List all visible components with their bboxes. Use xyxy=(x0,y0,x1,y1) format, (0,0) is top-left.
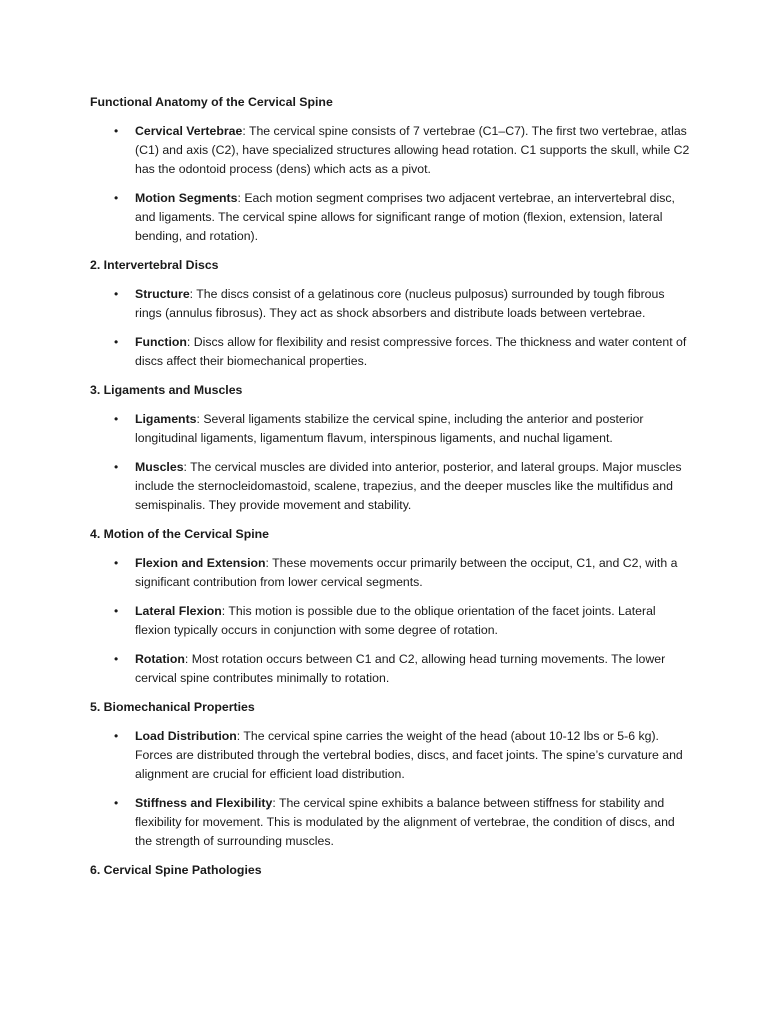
section-heading: Functional Anatomy of the Cervical Spine xyxy=(90,95,333,109)
item-text: : Each motion segment comprises two adjacent vertebrae, an intervertebral disc, and ligaments. The cervical spine allows for significant range of motion (flexion, extension, lateral bending, and rotation). xyxy=(135,191,675,243)
section-heading: 4. Motion of the Cervical Spine xyxy=(90,527,270,541)
item-term: Structure xyxy=(135,287,190,301)
list-item xyxy=(90,727,690,784)
item-term: Motion Segments xyxy=(135,191,238,205)
item-text: : The discs consist of a gelatinous core (nucleus pulposus) surrounded by tough fibrous rings (annulus fibrosus). They act as shock absorbers and distribute loads between vertebrae. xyxy=(135,287,665,320)
list-item xyxy=(90,554,690,592)
item-text: : The cervical spine consists of 7 vertebrae (C1–C7). The first two vertebrae, atlas (C1) and axis (C2), have specialized structures allowing head rotation. C1 supports the skull, while C2 has the odontoid process (dens) which acts as a pivot. xyxy=(135,124,690,176)
document-page xyxy=(90,93,690,880)
item-text: : Discs allow for flexibility and resist compressive forces. The thickness and water content of discs affect their biomechanical properties. xyxy=(135,335,687,368)
section-heading: 6. Cervical Spine Pathologies xyxy=(90,863,262,877)
bullet-list xyxy=(90,285,690,371)
section-heading: 5. Biomechanical Properties xyxy=(90,700,255,714)
list-item xyxy=(90,285,690,323)
item-term: Rotation xyxy=(135,652,185,666)
bullet-list xyxy=(90,727,690,851)
bullet-icon: • xyxy=(114,124,119,138)
bullet-icon: • xyxy=(114,652,119,666)
item-term: Cervical Vertebrae xyxy=(135,124,243,138)
bullet-list xyxy=(90,554,690,688)
list-item xyxy=(90,458,690,515)
list-item xyxy=(90,189,690,246)
bullet-icon: • xyxy=(114,556,119,570)
item-term: Ligaments xyxy=(135,412,197,426)
list-item xyxy=(90,794,690,851)
section-pathologies xyxy=(90,861,690,880)
item-term: Flexion and Extension xyxy=(135,556,266,570)
list-item xyxy=(90,333,690,371)
item-term: Muscles xyxy=(135,460,184,474)
bullet-icon: • xyxy=(114,460,119,474)
item-term: Lateral Flexion xyxy=(135,604,222,618)
section-heading: 2. Intervertebral Discs xyxy=(90,258,219,272)
bullet-icon: • xyxy=(114,287,119,301)
item-text: : Several ligaments stabilize the cervical spine, including the anterior and posterior longitudinal ligaments, ligamentum flavum, interspinous ligaments, and nuchal ligament. xyxy=(135,412,644,445)
bullet-list xyxy=(90,122,690,246)
item-term: Load Distribution xyxy=(135,729,237,743)
item-text: : The cervical muscles are divided into anterior, posterior, and lateral groups. Major muscles include the sternocleidomastoid, scalene, trapezius, and the deeper muscles like the multifidus and semispinalis. They provide movement and stability. xyxy=(135,460,682,512)
section-heading: 3. Ligaments and Muscles xyxy=(90,383,243,397)
list-item xyxy=(90,602,690,640)
item-text: : These movements occur primarily between the occiput, C1, and C2, with a significant contribution from lower cervical segments. xyxy=(135,556,678,589)
bullet-icon: • xyxy=(114,412,119,426)
bullet-list xyxy=(90,410,690,515)
item-text: : Most rotation occurs between C1 and C2, allowing head turning movements. The lower cervical spine contributes minimally to rotation. xyxy=(135,652,666,685)
list-item xyxy=(90,650,690,688)
section-motion xyxy=(90,525,690,688)
section-functional-anatomy xyxy=(90,93,690,246)
item-term: Stiffness and Flexibility xyxy=(135,796,273,810)
item-text: : The cervical spine exhibits a balance between stiffness for stability and flexibility for movement. This is modulated by the alignment of vertebrae, the condition of discs, and the strength of surrounding muscles. xyxy=(135,796,675,848)
bullet-icon: • xyxy=(114,729,119,743)
bullet-icon: • xyxy=(114,604,119,618)
item-text: : This motion is possible due to the oblique orientation of the facet joints. Lateral flexion typically occurs in conjunction with some degree of rotation. xyxy=(135,604,656,637)
item-term: Function xyxy=(135,335,187,349)
section-ligaments-muscles xyxy=(90,381,690,515)
bullet-icon: • xyxy=(114,796,119,810)
section-biomechanical-properties xyxy=(90,698,690,851)
bullet-icon: • xyxy=(114,335,119,349)
item-text: : The cervical spine carries the weight of the head (about 10-12 lbs or 5-6 kg). Forces are distributed through the vertebral bodies, discs, and facet joints. The spine’s curvature and alignment are crucial for efficient load distribution. xyxy=(135,729,683,781)
bullet-icon: • xyxy=(114,191,119,205)
list-item xyxy=(90,410,690,448)
section-intervertebral-discs xyxy=(90,256,690,371)
list-item xyxy=(90,122,690,179)
